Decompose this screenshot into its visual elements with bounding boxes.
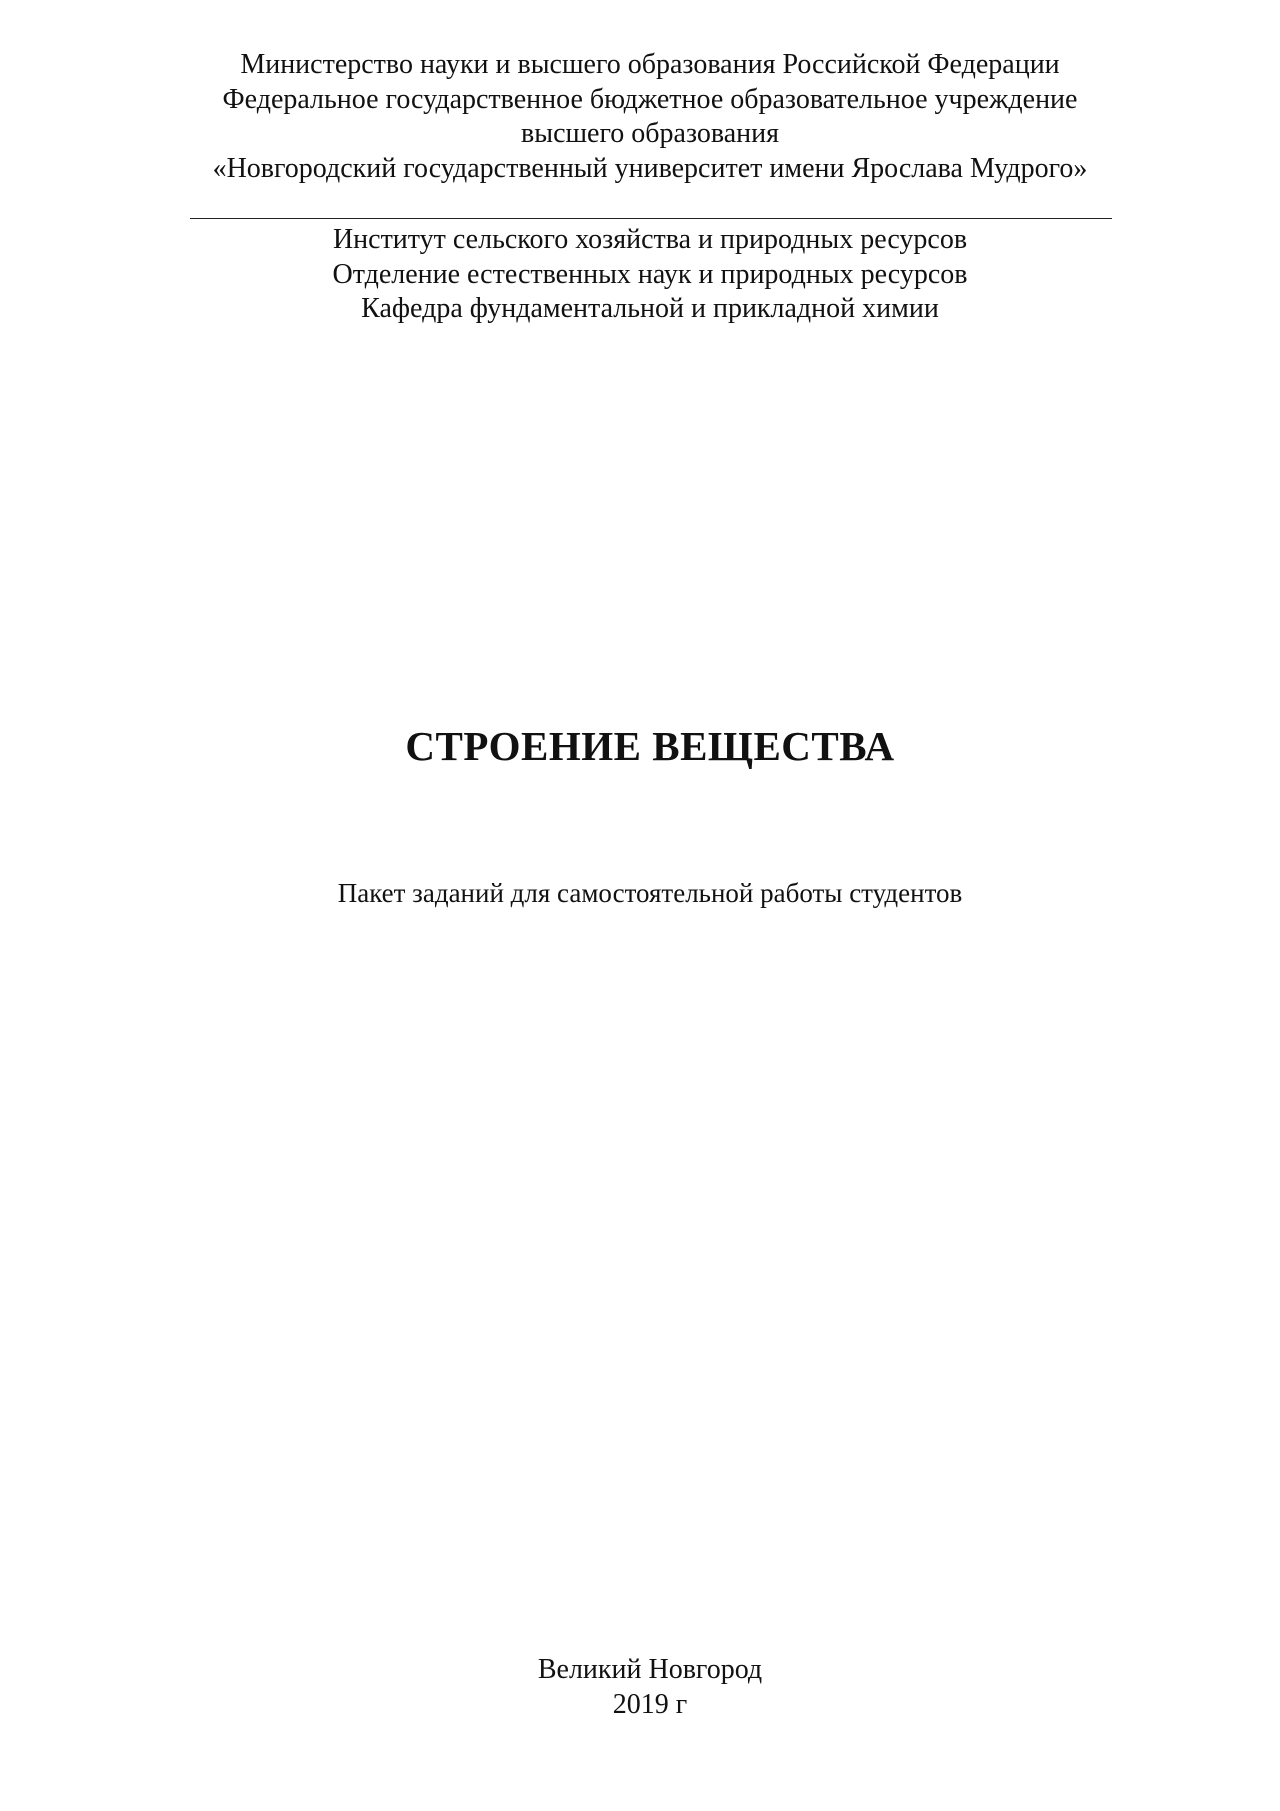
division-name: Отделение естественных наук и природных ресурсов [332, 258, 968, 290]
publication-year: 2019 г [612, 1689, 688, 1720]
document-title: СТРОЕНИЕ ВЕЩЕСТВА [405, 723, 895, 769]
ministry-header [140, 48, 1160, 186]
publication-city: Великий Новгород [537, 1654, 763, 1685]
document-subtitle: Пакет заданий для самостоятельной работы студентов [337, 878, 963, 908]
chair-name: Кафедра фундаментальной и прикладной химии [361, 293, 939, 324]
publication-info [140, 1652, 1160, 1722]
department-block [140, 223, 1160, 327]
institute-name: Институт сельского хозяйства и природных ресурсов [332, 224, 968, 255]
institution-type: Федеральное государственное бюджетное образовательное учреждение [222, 83, 1078, 115]
header-divider [190, 218, 1112, 219]
ministry-name: Министерство науки и высшего образования Российской Федерации [240, 49, 1060, 80]
education-level: высшего образования [521, 118, 779, 149]
university-name: «Новгородский государственный университет имени Ярослава Мудрого» [212, 152, 1088, 184]
